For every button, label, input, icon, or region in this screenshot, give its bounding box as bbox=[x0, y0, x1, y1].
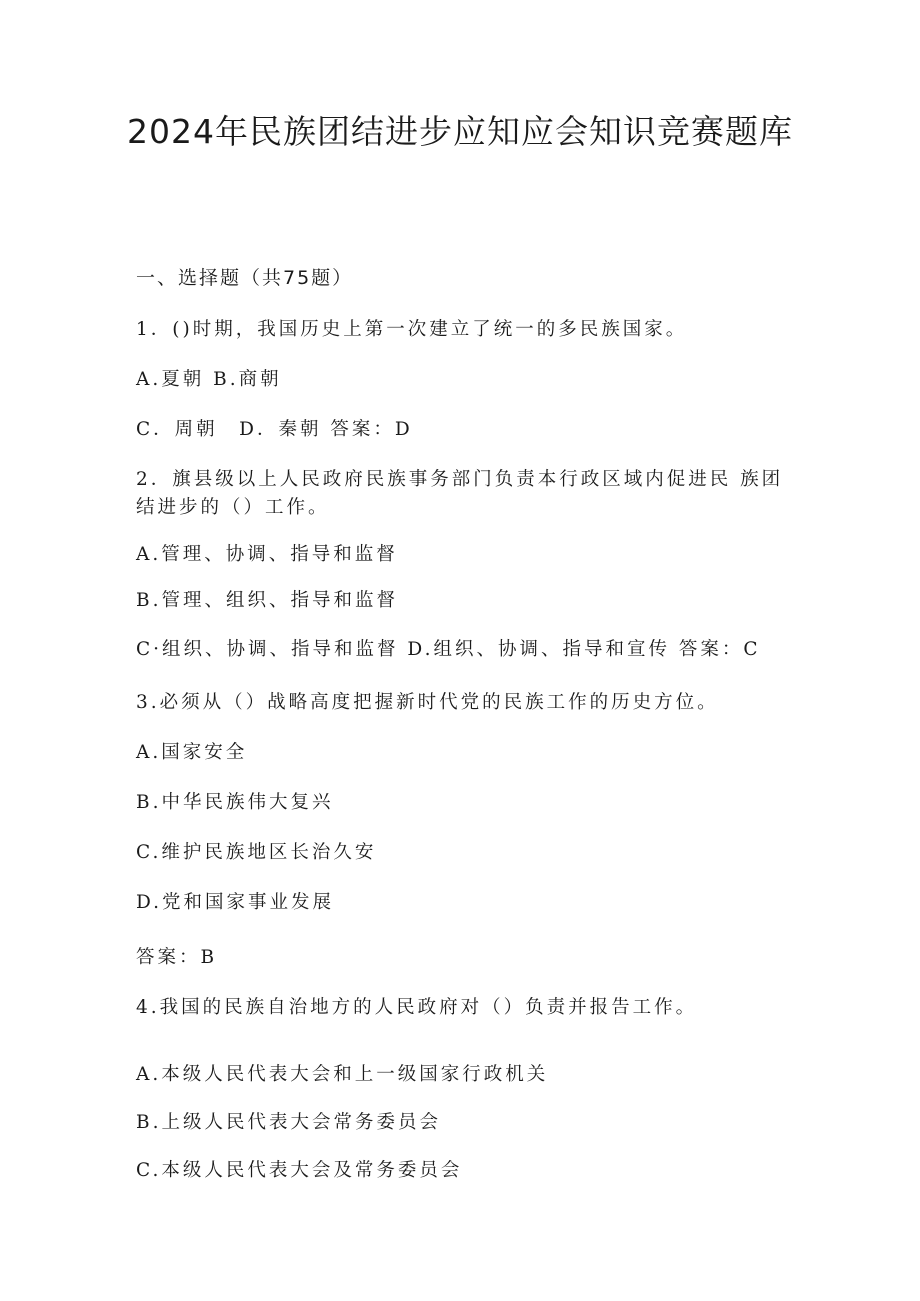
question-2-option-a: A.管理、协调、指导和监督 bbox=[136, 544, 398, 565]
question-4-option-a: A.本级人民代表大会和上一级国家行政机关 bbox=[136, 1064, 549, 1085]
question-1-options-ab: A.夏朝 B.商朝 bbox=[136, 369, 282, 390]
question-1-stem: 1．()时期，我国历史上第一次建立了统一的多民族国家。 bbox=[136, 319, 688, 340]
question-2-stem: 2．旗县级以上人民政府民族事务部门负责本行政区域内促进民 族团结进步的（）工作。 bbox=[136, 469, 784, 518]
question-1-options-cd-answer: C．周朝 D．秦朝 答案：D bbox=[136, 419, 413, 440]
question-4-option-c: C.本级人民代表大会及常务委员会 bbox=[136, 1160, 463, 1181]
question-2-options-cd-answer: C·组织、协调、指导和监督 D.组织、协调、指导和宣传 答案：C bbox=[136, 639, 761, 660]
question-3-stem: 3.必须从（）战略高度把握新时代党的民族工作的历史方位。 bbox=[136, 692, 719, 713]
question-3-option-d: D.党和国家事业发展 bbox=[136, 892, 335, 913]
question-3-option-c: C.维护民族地区长治久安 bbox=[136, 842, 377, 863]
question-3-answer: 答案：B bbox=[136, 947, 218, 968]
question-4-option-b: B.上级人民代表大会常务委员会 bbox=[136, 1112, 441, 1133]
document-title: 2024年民族团结进步应知应会知识竞赛题库 bbox=[127, 112, 793, 151]
question-3-option-b: B.中华民族伟大复兴 bbox=[136, 792, 334, 813]
question-3-option-a: A.国家安全 bbox=[136, 742, 248, 763]
question-4-stem: 4.我国的民族自治地方的人民政府对（）负责并报告工作。 bbox=[136, 997, 698, 1018]
section-heading: 一、选择题（共75题） bbox=[136, 267, 354, 289]
question-2-option-b: B.管理、组织、指导和监督 bbox=[136, 590, 398, 611]
